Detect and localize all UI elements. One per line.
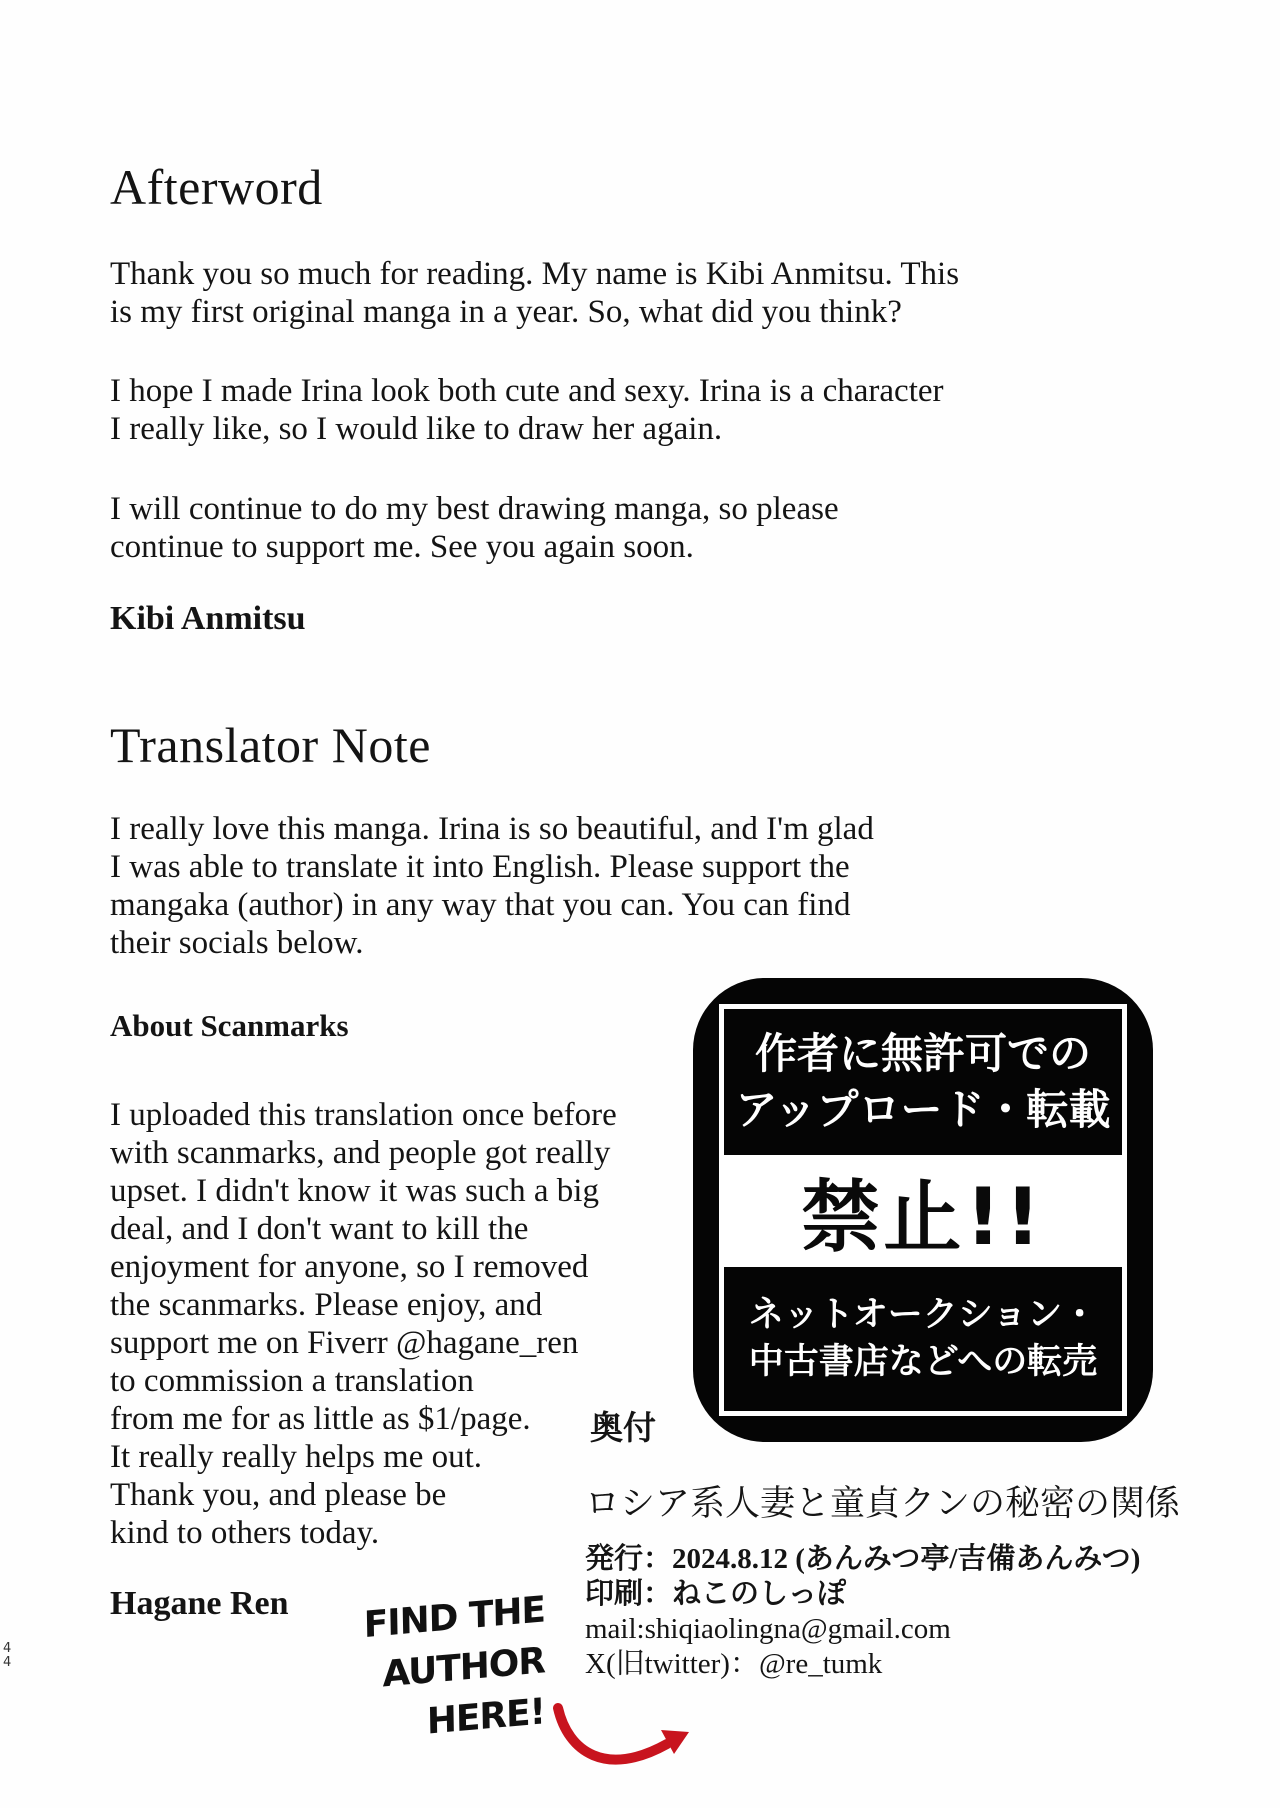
notice-top-band <box>724 1009 1122 1155</box>
annotation-line: HERE! <box>426 1691 546 1743</box>
translator-note-heading: Translator Note <box>110 717 431 773</box>
text-line: their socials below. <box>110 925 364 961</box>
red-arrow-icon <box>548 1700 713 1785</box>
page-number-digit: 4 <box>3 1641 12 1656</box>
notice-line: 中古書店などへの転売 <box>748 1341 1098 1382</box>
afterword-heading: Afterword <box>110 159 323 215</box>
mail-address: mail:shiqiaolingna@gmail.com <box>585 1613 951 1645</box>
find-author-annotation <box>350 1586 546 1743</box>
scanmarks-paragraph <box>110 1096 617 1552</box>
text-line: I uploaded this translation once before <box>110 1097 617 1133</box>
text-line: I really love this manga. Irina is so beautiful, and I'm glad <box>110 811 874 847</box>
text-line: with scanmarks, and people got really <box>110 1135 611 1171</box>
anti-piracy-notice-frame <box>719 1004 1127 1416</box>
notice-bottom-band <box>724 1267 1122 1411</box>
colophon-block <box>585 1476 1180 1682</box>
work-title: ロシア系人妻と童貞クンの秘密の関係 <box>585 1484 1181 1523</box>
afterword-paragraph-3 <box>110 490 839 566</box>
page-number-digit: 4 <box>3 1655 12 1670</box>
notice-line: ネットオークション・ <box>748 1294 1098 1335</box>
text-line: deal, and I don't want to kill the <box>110 1211 529 1247</box>
anti-piracy-notice-box <box>693 978 1153 1442</box>
text-line: mangaka (author) in any way that you can. You can find <box>110 887 851 923</box>
ban-text: 禁止!! <box>801 1172 1045 1263</box>
annotation-line: AUTHOR <box>382 1640 546 1696</box>
x-account: X(旧twitter)：@re_tumk <box>585 1648 883 1680</box>
text-line: It really really helps me out. <box>110 1439 483 1475</box>
text-line: support me on Fiverr @hagane_ren <box>110 1325 579 1361</box>
page-number <box>3 1642 11 1670</box>
text-line: to commission a translation <box>110 1363 474 1399</box>
author-signature: Kibi Anmitsu <box>110 600 306 637</box>
text-line: the scanmarks. Please enjoy, and <box>110 1287 543 1323</box>
text-line: Thank you so much for reading. My name is Kibi Anmitsu. This <box>110 256 960 292</box>
publish-info: 発行：2024.8.12 (あんみつ亭/吉備あんみつ) <box>585 1543 1141 1575</box>
text-line: upset. I didn't know it was such a big <box>110 1173 599 1209</box>
text-line: I really like, so I would like to draw her again. <box>110 411 723 447</box>
text-line: I was able to translate it into English. Please support the <box>110 849 850 885</box>
print-info: 印刷：ねこのしっぽ <box>585 1578 847 1610</box>
text-line: enjoyment for anyone, so I removed <box>110 1249 589 1285</box>
okuzuke-label: 奥付 <box>590 1411 656 1447</box>
text-line: Thank you, and please be <box>110 1477 447 1513</box>
annotation-line: FIND THE <box>363 1589 546 1647</box>
text-line: kind to others today. <box>110 1515 380 1551</box>
afterword-paragraph-2 <box>110 372 944 448</box>
notice-line: 作者に無許可での <box>754 1028 1091 1078</box>
text-line: continue to support me. See you again soon. <box>110 529 694 565</box>
notice-line: アップロード・転載 <box>735 1084 1111 1134</box>
text-line: is my first original manga in a year. So, what did you think? <box>110 294 902 330</box>
text-line: from me for as little as $1/page. <box>110 1401 531 1437</box>
afterword-paragraph-1 <box>110 255 959 331</box>
text-line: I hope I made Irina look both cute and sexy. Irina is a character <box>110 373 944 409</box>
translator-note-paragraph <box>110 810 874 962</box>
text-line: I will continue to do my best drawing manga, so please <box>110 491 839 527</box>
about-scanmarks-subheading: About Scanmarks <box>110 1008 349 1043</box>
translator-signature: Hagane Ren <box>110 1585 289 1622</box>
notice-ban-band <box>724 1155 1122 1267</box>
